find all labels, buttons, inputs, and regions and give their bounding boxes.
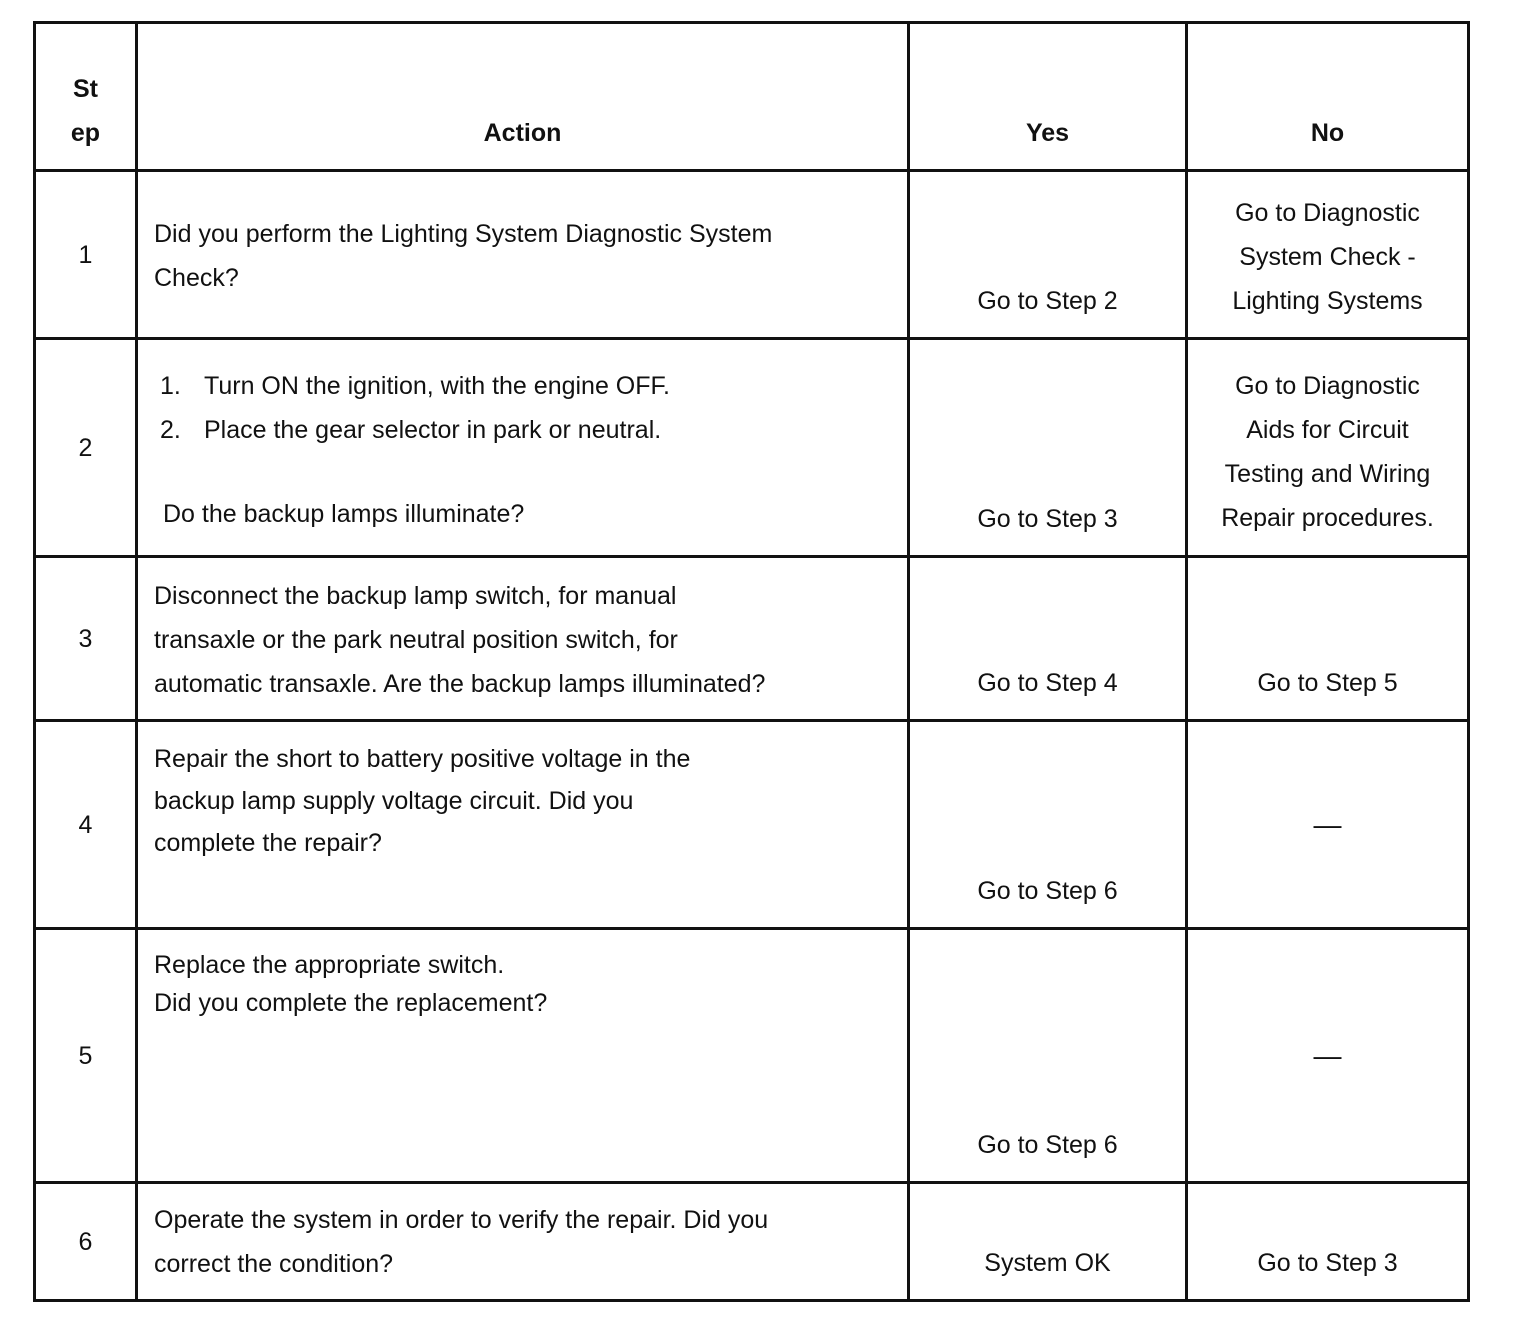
action-text: correct the condition?	[154, 1250, 394, 1278]
table-row	[35, 339, 1469, 557]
action-text: Place the gear selector in park or neutral.	[204, 416, 662, 444]
no-text: Go to Diagnostic	[1235, 372, 1420, 400]
list-number: 1.	[160, 372, 181, 400]
no-text: Repair procedures.	[1221, 504, 1434, 532]
header-step	[35, 23, 137, 171]
action-text: Did you perform the Lighting System Diagnostic System	[154, 220, 773, 248]
yes-cell: Go to Step 2	[909, 171, 1187, 339]
action-steps-list	[154, 364, 891, 452]
action-cell	[137, 557, 909, 721]
no-text: Aids for Circuit	[1246, 416, 1409, 444]
yes-cell: System OK	[909, 1183, 1187, 1301]
action-cell	[137, 339, 909, 557]
no-cell: Go to Step 5	[1187, 557, 1469, 721]
action-text: Check?	[154, 264, 239, 292]
list-item	[154, 408, 891, 452]
action-cell	[137, 929, 909, 1183]
header-yes: Yes	[909, 23, 1187, 171]
action-text: complete the repair?	[154, 829, 382, 857]
header-step-line2: ep	[70, 119, 101, 147]
yes-cell: Go to Step 6	[909, 929, 1187, 1183]
table-row	[35, 171, 1469, 339]
action-text: Repair the short to battery positive voltage in the	[154, 745, 691, 773]
yes-cell: Go to Step 3	[909, 339, 1187, 557]
table-row	[35, 1183, 1469, 1301]
no-text: Lighting Systems	[1232, 287, 1423, 315]
action-text: automatic transaxle. Are the backup lamps illuminated?	[154, 670, 766, 698]
action-text: transaxle or the park neutral position switch, for	[154, 626, 678, 654]
action-text: Operate the system in order to verify the repair. Did you	[154, 1206, 769, 1234]
table-row	[35, 721, 1469, 929]
action-text: backup lamp supply voltage circuit. Did you	[154, 787, 634, 815]
header-row	[35, 23, 1469, 171]
list-number: 2.	[160, 416, 181, 444]
no-cell	[1187, 339, 1469, 557]
action-cell	[137, 171, 909, 339]
no-cell: —	[1187, 929, 1469, 1183]
header-no: No	[1187, 23, 1469, 171]
step-number: 1	[35, 171, 137, 339]
step-number: 2	[35, 339, 137, 557]
action-text: Turn ON the ignition, with the engine OFF.	[204, 372, 670, 400]
yes-cell: Go to Step 6	[909, 721, 1187, 929]
header-step-line1: St	[73, 75, 98, 103]
header-action: Action	[137, 23, 909, 171]
no-text: Go to Diagnostic	[1235, 199, 1420, 227]
action-cell	[137, 721, 909, 929]
list-item	[154, 364, 891, 408]
no-text: System Check -	[1239, 243, 1416, 271]
yes-cell: Go to Step 4	[909, 557, 1187, 721]
table-row	[35, 557, 1469, 721]
step-number: 5	[35, 929, 137, 1183]
no-cell	[1187, 171, 1469, 339]
diagnostic-table	[33, 21, 1470, 1302]
action-text: Disconnect the backup lamp switch, for manual	[154, 582, 677, 610]
no-text: Testing and Wiring	[1224, 460, 1431, 488]
step-number: 4	[35, 721, 137, 929]
action-question: Do the backup lamps illuminate?	[163, 500, 525, 528]
no-cell: —	[1187, 721, 1469, 929]
action-text: Replace the appropriate switch.	[154, 951, 505, 979]
step-number: 3	[35, 557, 137, 721]
step-number: 6	[35, 1183, 137, 1301]
no-cell: Go to Step 3	[1187, 1183, 1469, 1301]
action-text: Did you complete the replacement?	[154, 989, 548, 1017]
action-cell	[137, 1183, 909, 1301]
table-row	[35, 929, 1469, 1183]
